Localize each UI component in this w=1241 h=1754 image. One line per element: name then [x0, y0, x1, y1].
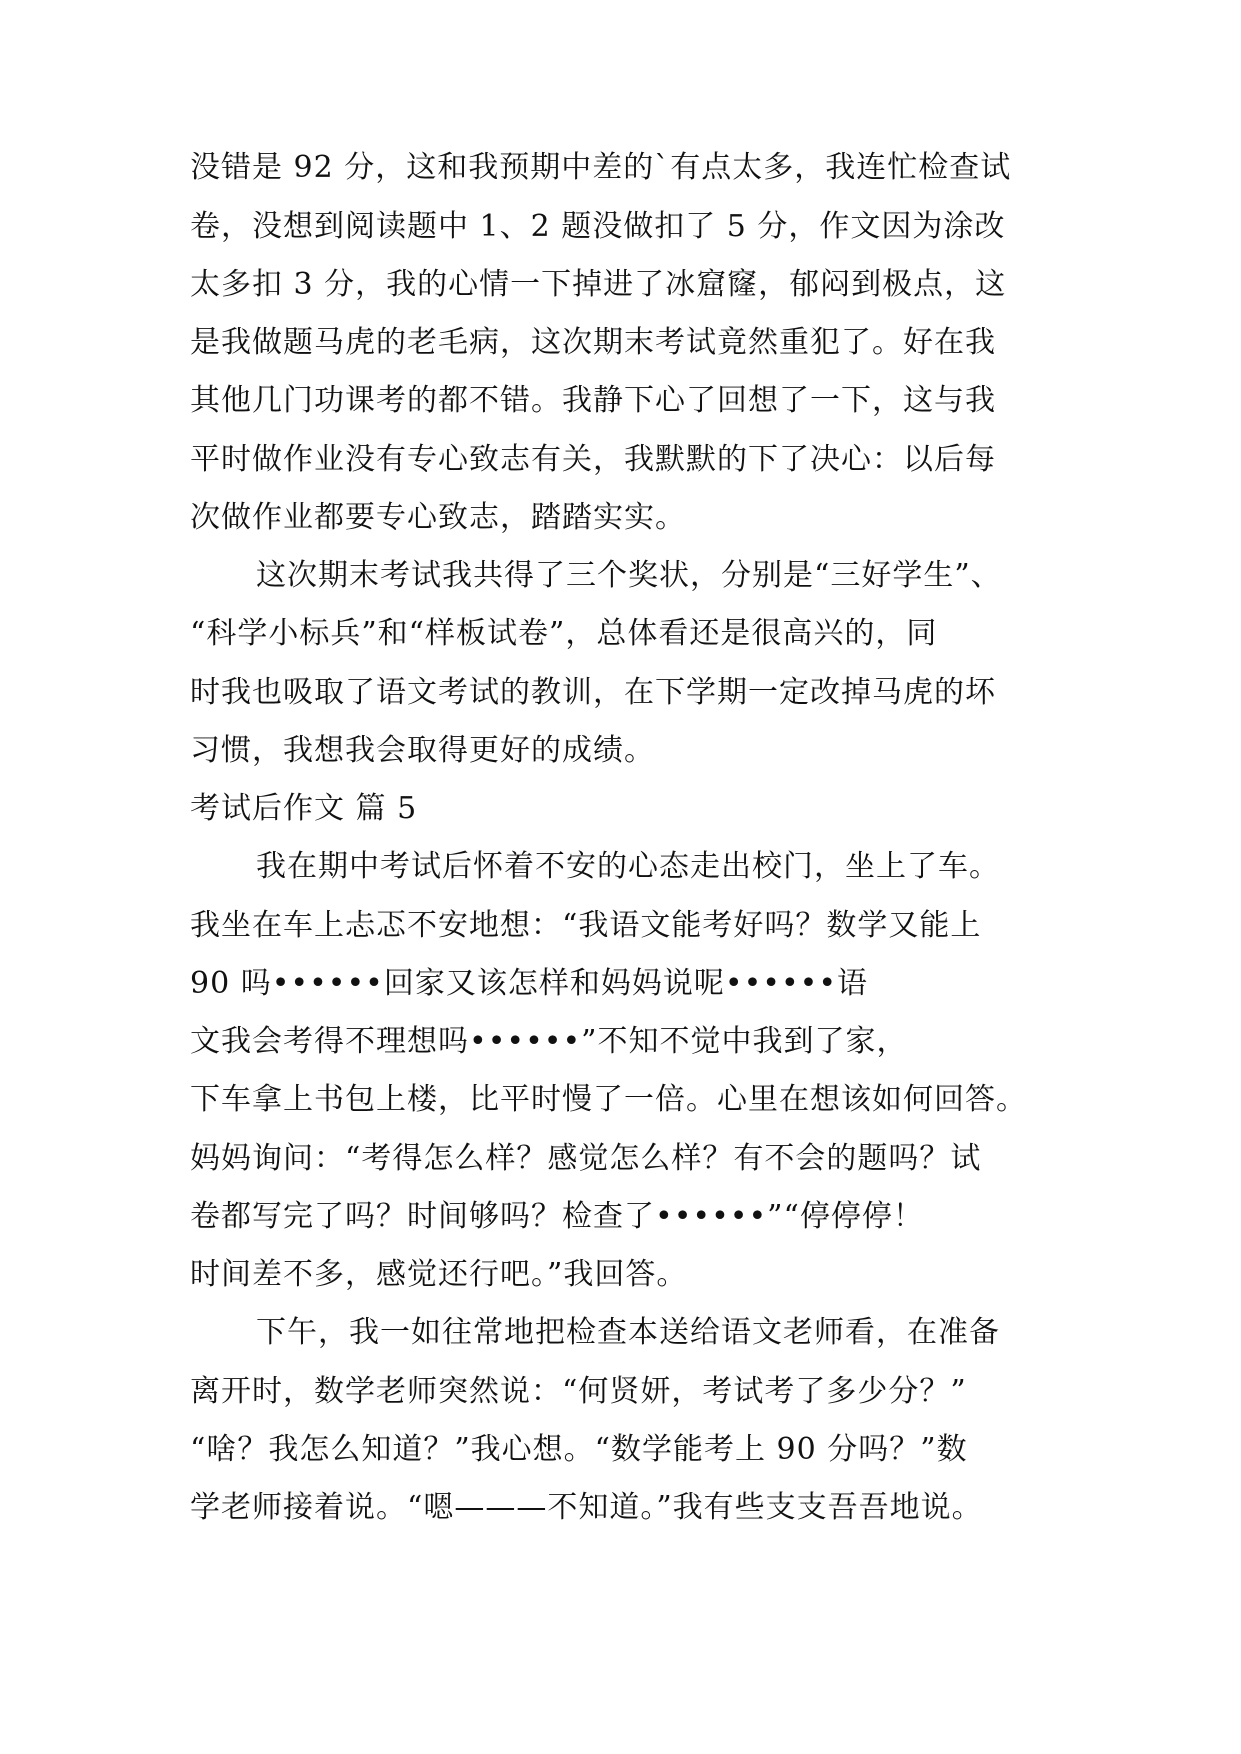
text-line: 文我会考得不理想吗••••••”不知不觉中我到了家， — [190, 1024, 908, 1059]
text-line: 下车拿上书包上楼，比平时慢了一倍。心里在想该如何回答。 — [190, 1082, 1027, 1117]
text-line: 离开时，数学老师突然说：“何贤妍，考试考了多少分？” — [190, 1374, 967, 1409]
text-line: 太多扣 3 分，我的心情一下掉进了冰窟窿，郁闷到极点，这 — [190, 267, 1007, 302]
text-line: 没错是 92 分，这和我预期中差的`有点太多，我连忙检查试 — [190, 150, 1012, 185]
text-line: 平时做作业没有专心致志有关，我默默的下了决心：以后每 — [190, 442, 996, 477]
text-line: 是我做题马虎的老毛病，这次期末考试竟然重犯了。好在我 — [190, 325, 996, 360]
section-heading: 考试后作文 篇 5 — [190, 791, 418, 826]
paragraph-first-line: 我在期中考试后怀着不安的心态走出校门，坐上了车。 — [256, 849, 1000, 884]
text-line: “啥？我怎么知道？”我心想。“数学能考上 90 分吗？”数 — [190, 1432, 968, 1467]
text-line: 妈妈询问：“考得怎么样？感觉怎么样？有不会的题吗？试 — [190, 1141, 982, 1176]
text-line: 习惯，我想我会取得更好的成绩。 — [190, 733, 655, 768]
text-line: 90 吗••••••回家又该怎样和妈妈说呢••••••语 — [190, 966, 869, 1001]
text-line: 卷都写完了吗？时间够吗？检查了••••••”“停停停！ — [190, 1199, 924, 1234]
text-line: 其他几门功课考的都不错。我静下心了回想了一下，这与我 — [190, 383, 996, 418]
text-line: 卷，没想到阅读题中 1、2 题没做扣了 5 分，作文因为涂改 — [190, 209, 1006, 244]
text-line: 学老师接着说。“嗯———不知道。”我有些支支吾吾地说。 — [190, 1490, 983, 1525]
text-line: 次做作业都要专心致志，踏踏实实。 — [190, 500, 686, 535]
text-line: 我坐在车上忐忑不安地想：“我语文能考好吗？数学又能上 — [190, 908, 982, 943]
text-line: “科学小标兵”和“样板试卷”，总体看还是很高兴的，同 — [190, 616, 938, 651]
text-line: 时间差不多，感觉还行吧。”我回答。 — [190, 1257, 688, 1292]
paragraph-first-line: 下午，我一如往常地把检查本送给语文老师看，在准备 — [256, 1315, 1000, 1350]
text-line: 时我也吸取了语文考试的教训，在下学期一定改掉马虎的坏 — [190, 675, 996, 710]
paragraph-first-line: 这次期末考试我共得了三个奖状，分别是“三好学生”、 — [256, 558, 1002, 593]
